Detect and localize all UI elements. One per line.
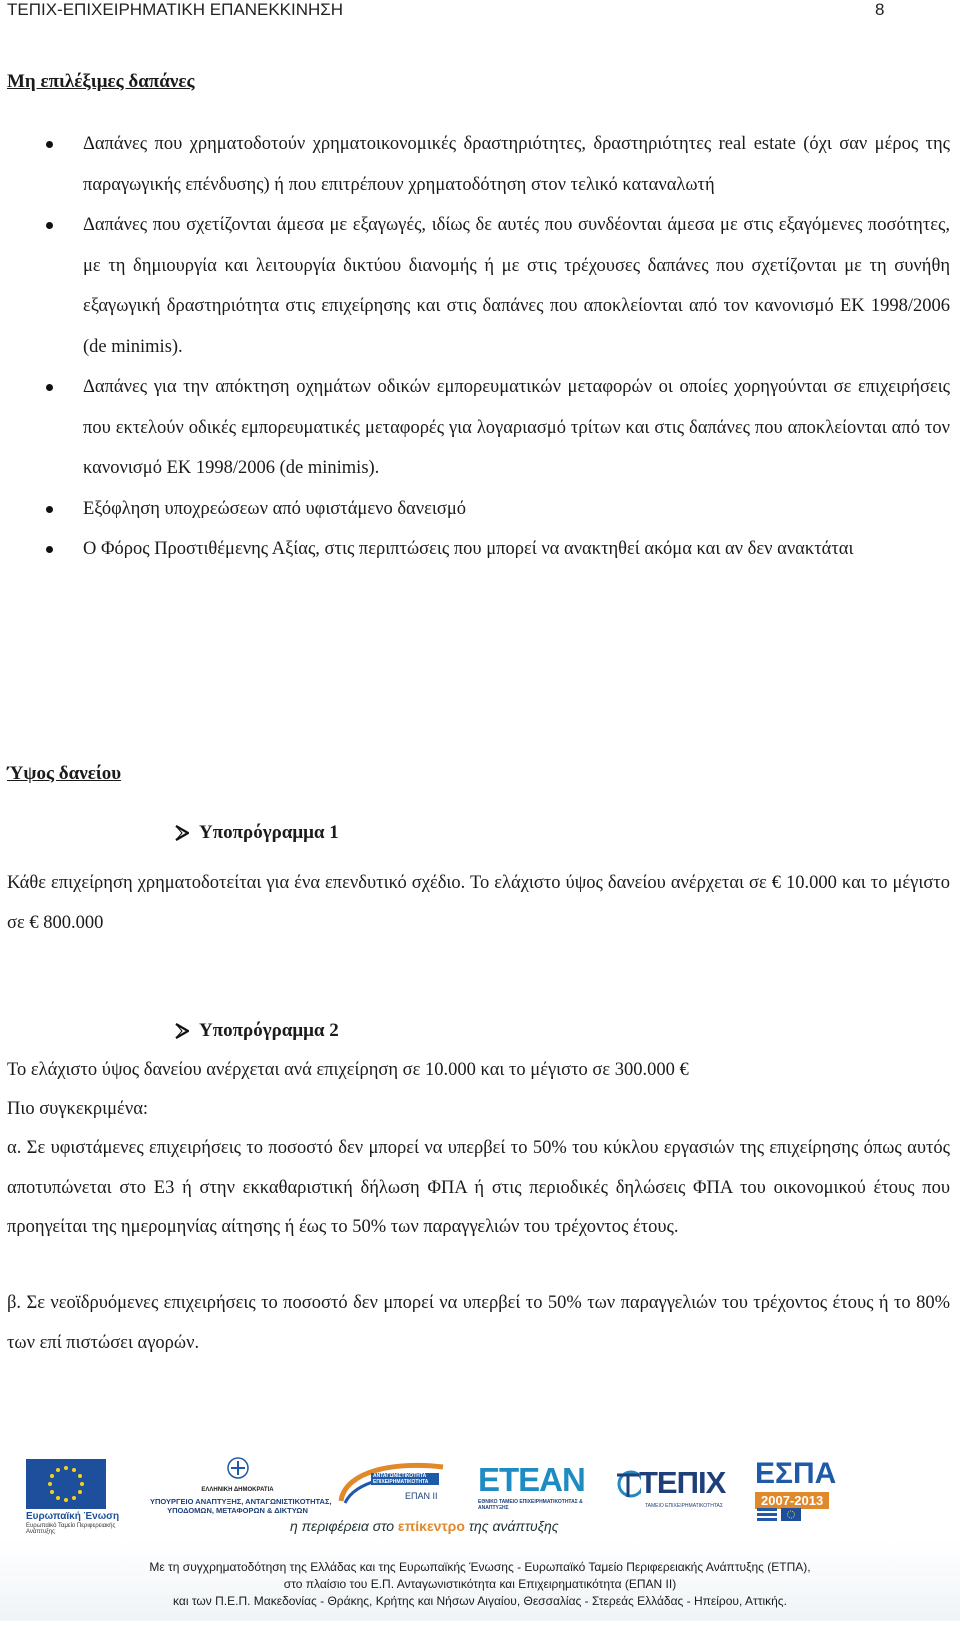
page-number: 8	[875, 0, 885, 19]
subprogram-2-line2: Πιο συγκεκριμένα:	[7, 1099, 149, 1119]
cofunding-line-1: Με τη συγχρηματοδότηση της Ελλάδας και της Ευρωπαϊκής Ένωσης - Ευρωπαϊκό Ταμείο Περιφερειακής Ανάπτυξης (ΕΤΠΑ),	[149, 1560, 811, 1574]
epan-sublabel: ΕΠΑΝ ΙΙ	[405, 1491, 438, 1501]
ineligible-expenses-list	[0, 124, 960, 570]
cofunding-line-3: και των Π.Ε.Π. Μακεδονίας - Θράκης, Κρήτης και Νήσων Αιγαίου, Θεσσαλίας - Στερεάς Ελλάδας - Ηπείρου, Αττικής.	[173, 1594, 787, 1608]
subprogram-2-title: Υποπρόγραμμα 2	[199, 1020, 339, 1041]
footer	[0, 1447, 960, 1627]
eu-sublabel: Ευρωπαϊκό Ταμείο Περιφερειακής Ανάπτυξης	[26, 1523, 116, 1535]
espa-wordmark: ΕΣΠΑ	[755, 1457, 837, 1490]
subprogram-2-heading	[199, 1020, 339, 1042]
ministry-logo	[150, 1457, 332, 1527]
ministry-line-2: ΥΠΟΥΡΓΕΙΟ ΑΝΑΠΤΥΞΗΣ, ΑΝΤΑΓΩΝΙΣΤΙΚΟΤΗΤΑΣ,	[150, 1497, 332, 1506]
etean-wordmark: ΕΤΕΑΝ	[478, 1461, 585, 1498]
ministry-line-3: ΥΠΟΔΟΜΩΝ, ΜΕΤΑΦΟΡΩΝ & ΔΙΚΤΥΩΝ	[167, 1506, 308, 1515]
tagline-accent: επίκεντρο	[397, 1518, 465, 1534]
arrow-bullet-icon	[175, 825, 189, 841]
tepix-wordmark: ΤΕΠΙΧ	[639, 1465, 726, 1500]
page-header	[0, 0, 960, 28]
greek-flag-icon	[757, 1508, 777, 1521]
tagline-pre: η περιφέρεια στο	[290, 1518, 395, 1534]
espa-years: 2007-2013	[755, 1492, 829, 1509]
footer-tagline	[290, 1518, 559, 1534]
list-item: Δαπάνες που σχετίζονται άμεσα με εξαγωγές, ιδίως δε αυτές που συνδέονται άμεσα με στις εξαγόμενες ποσότητες, με τη δημιουργία και λειτουργία δικτύου διανομής ή με στις τρέχουσες δαπάνες που σχετίζονται με τη συνήθη εξαγωγική δραστηριότητα στις επιχείρησης και στις δαπάνες που αποκλείονται από τον κανονισμό ΕΚ 1998/2006 (de minimis).	[0, 205, 960, 367]
subprogram-1-title: Υποπρόγραμμα 1	[199, 822, 339, 843]
ministry-line-1: ΕΛΛΗΝΙΚΗ ΔΗΜΟΚΡΑΤΙΑ	[201, 1487, 274, 1493]
list-item: Εξόφληση υποχρεώσεων από υφιστάμενο δανεισμό	[0, 489, 960, 530]
etean-sublabel: ΕΘΝΙΚΟ ΤΑΜΕΙΟ ΕΠΙΧΕΙΡΗΜΑΤΙΚΟΤΗΤΑΣ & ΑΝΑΠΤΥΞΗΣ	[478, 1499, 583, 1511]
epan-label: ΑΝΤΑΓΩΝΙΣΤΙΚΟΤΗΤΑ ΕΠΙΧΕΙΡΗΜΑΤΙΚΟΤΗΤΑ	[373, 1473, 429, 1485]
eu-small-flag-icon	[781, 1508, 801, 1521]
eu-label: Ευρωπαϊκή Ένωση	[26, 1511, 120, 1522]
arrow-bullet-icon	[175, 1023, 189, 1039]
subprogram-1-heading	[199, 822, 339, 844]
tepix-logo	[615, 1463, 725, 1523]
list-item: Δαπάνες που χρηματοδοτούν χρηματοικονομικές δραστηριότητες, δραστηριότητες real estate (όχι σαν μέρος της παραγωγικής επένδυσης) ή που επιτρέπουν χρηματοδότηση στον τελικό καταναλωτή	[0, 124, 960, 205]
ineligible-expenses-heading: Μη επιλέξιμες δαπάνες	[7, 71, 195, 92]
eu-logo	[24, 1459, 136, 1535]
loan-amount-heading: Ύψος δανείου	[7, 763, 122, 784]
tepix-mark-icon	[615, 1467, 641, 1501]
eu-flag-icon	[26, 1459, 106, 1509]
subprogram-2-para-b: β. Σε νεοϊδρυόμενες επιχειρήσεις το ποσοστό δεν μπορεί να υπερβεί το 50% των παραγγελιών του τρέχοντος έτους ή το 80% των επί πιστώσει αγορών.	[7, 1293, 950, 1353]
tagline-post: της ανάπτυξης	[468, 1518, 559, 1534]
subprogram-2-line1: Το ελάχιστο ύψος δανείου ανέρχεται ανά επιχείρηση σε 10.000 και το μέγιστο σε 300.000 €	[7, 1060, 689, 1080]
logo-strip	[0, 1447, 960, 1535]
subprogram-1-text: Κάθε επιχείρηση χρηματοδοτείται για ένα επενδυτικό σχέδιο. Το ελάχιστο ύψος δανείου ανέρχεται σε € 10.000 και το μέγιστο σε € 800.000	[7, 873, 950, 933]
list-item: Δαπάνες για την απόκτηση οχημάτων οδικών εμπορευματικών μεταφορών οι οποίες χορηγούνται σε επιχειρήσεις που εκτελούν οδικές εμπορευματικές μεταφορές για λογαριασμό τρίτων και στις δαπάνες που αποκλείονται από τον κανονισμό ΕΚ 1998/2006 (de minimis).	[0, 367, 960, 489]
subprogram-2-para-a: α. Σε υφιστάμενες επιχειρήσεις το ποσοστό δεν μπορεί να υπερβεί το 50% του κύκλου εργασιών της επιχείρησης όπως αυτός αποτυπώνεται στο Ε3 ή στην εκκαθαριστική δήλωση ΦΠΑ ή στις περιοδικές δηλώσεις ΦΠΑ του οικονομικού έτους που προηγείται της ημερομηνίας αίτησης ή έως το 50% των παραγγελιών του τρέχοντος έτους.	[7, 1138, 950, 1237]
list-item: Ο Φόρος Προστιθέμενης Αξίας, στις περιπτώσεις που μπορεί να ανακτηθεί ακόμα και αν δεν ανακτάται	[0, 529, 960, 570]
document-title: ΤΕΠΙΧ-ΕΠΙΧΕΙΡΗΜΑΤΙΚΗ ΕΠΑΝΕΚΚΙΝΗΣΗ	[7, 0, 344, 19]
cofunding-line-2: στο πλαίσιο του Ε.Π. Ανταγωνιστικότητα και Επιχειρηματικότητα (ΕΠΑΝ ΙΙ)	[283, 1577, 677, 1591]
etean-logo	[478, 1461, 603, 1521]
espa-logo	[755, 1459, 845, 1525]
epan-logo	[335, 1461, 455, 1521]
tepix-sublabel: ΤΑΜΕΙΟ ΕΠΙΧΕΙΡΗΜΑΤΙΚΟΤΗΤΑΣ	[645, 1503, 723, 1509]
greek-emblem-icon	[227, 1457, 249, 1479]
